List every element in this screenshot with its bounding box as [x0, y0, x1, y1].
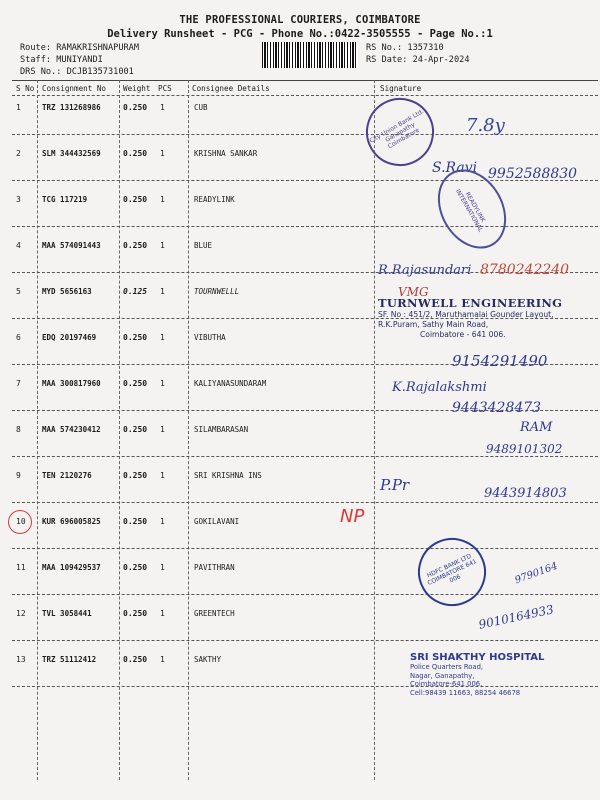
cell-consignment: MYD 5656163 — [42, 287, 92, 296]
turnwell-addr2: R.K.Puram, Sathy Main Road, — [378, 320, 489, 329]
cell-weight: 0.250 — [123, 333, 148, 342]
cell-consignment: MAA 300817960 — [42, 379, 101, 388]
table-top-rule — [12, 80, 598, 81]
turnwell-name: TURNWELL ENGINEERING — [378, 296, 563, 310]
cell-weight: 0.250 — [123, 655, 148, 664]
cell-consignee: KALIYANASUNDARAM — [194, 379, 267, 388]
row-divider — [12, 594, 598, 595]
signature-row6-phone: 9154291490 — [452, 352, 548, 370]
signature-row5-name: R.Rajasundari — [378, 263, 472, 278]
cell-consignee: GOKILAVANI — [194, 517, 240, 526]
cell-pcs: 1 — [160, 241, 165, 250]
row-divider — [12, 640, 598, 641]
col-consignment: Consignment No — [42, 84, 107, 93]
col-sno: S No — [16, 84, 35, 93]
cell-consignment: MAA 574230412 — [42, 425, 101, 434]
route-line — [20, 43, 139, 53]
hospital-phone: Cell:98439 11663, 88254 46678 — [410, 688, 521, 697]
signature-row12-phone: 9010164933 — [477, 602, 555, 632]
company-title: THE PROFESSIONAL COURIERS, COIMBATORE — [179, 14, 421, 26]
barcode — [262, 42, 358, 68]
cell-pcs: 1 — [160, 379, 165, 388]
cell-consignee: KRISHNA SANKAR — [194, 149, 258, 158]
cell-consignment: EDQ 20197469 — [42, 333, 97, 342]
cell-consignee: GREENTECH — [194, 609, 235, 618]
row10-red-circle — [8, 510, 32, 534]
cell-consignee: VIBUTHA — [194, 333, 226, 342]
drs-value: DCJB135731001 — [66, 67, 134, 77]
row-divider — [12, 134, 598, 135]
cell-pcs: 1 — [160, 563, 165, 572]
cell-sno: 3 — [16, 195, 21, 204]
signature-row7-phone: 9443428473 — [452, 400, 542, 416]
cell-weight: 0.250 — [123, 149, 148, 158]
col-pcs: PCS — [158, 84, 172, 93]
cell-sno: 1 — [16, 103, 21, 112]
hospital-stamp — [410, 652, 590, 697]
rs-date-line — [366, 55, 470, 65]
row-divider — [12, 548, 598, 549]
hdfc-bank-stamp — [407, 527, 497, 617]
cell-pcs: 1 — [160, 655, 165, 664]
row-divider — [12, 456, 598, 457]
cell-sno: 6 — [16, 333, 21, 342]
cell-consignment: TRZ 51112412 — [42, 655, 97, 664]
rs-no-label: RS No.: — [366, 43, 403, 53]
cell-weight: 0.250 — [123, 517, 148, 526]
hospital-addr3: Coimbatore-641 006. — [410, 680, 483, 688]
staff-line — [20, 55, 103, 65]
cell-consignee: SAKTHY — [194, 655, 222, 664]
cell-pcs: 1 — [160, 609, 165, 618]
cell-consignee: SILAMBARASAN — [194, 425, 249, 434]
signature-row7-name: K.Rajalakshmi — [392, 380, 487, 395]
cell-weight: 0.250 — [123, 195, 148, 204]
cell-sno: 7 — [16, 379, 21, 388]
cell-sno: 8 — [16, 425, 21, 434]
cell-consignee: BLUE — [194, 241, 213, 250]
cell-consignee: PAVITHRAN — [194, 563, 235, 572]
cell-consignee: READYLINK — [194, 195, 235, 204]
cell-pcs: 1 — [160, 287, 165, 296]
cell-pcs: 1 — [160, 149, 165, 158]
col-divider — [188, 80, 189, 780]
signature-row2-name: S.Ravi — [432, 160, 478, 176]
cell-consignment: TCG 117219 — [42, 195, 88, 204]
drs-label: DRS No.: — [20, 67, 62, 77]
cell-weight: 0.250 — [123, 609, 148, 618]
cell-weight: 0.250 — [123, 379, 148, 388]
cell-sno: 13 — [16, 655, 26, 664]
cell-consignment: TEN 2120276 — [42, 471, 92, 480]
turnwell-stamp — [378, 296, 578, 340]
cell-consignment: KUR 696005825 — [42, 517, 101, 526]
cell-weight: 0.250 — [123, 471, 148, 480]
runsheet-subtitle: Delivery Runsheet - PCG - Phone No.:0422-3505555 - Page No.:1 — [107, 28, 493, 40]
cell-weight: 0.250 — [123, 425, 148, 434]
col-divider — [119, 80, 120, 780]
cell-pcs: 1 — [160, 333, 165, 342]
route-value: RAMAKRISHNAPURAM — [56, 43, 140, 53]
cub-stamp-text: City Union Bank Ltd. Ganapathy Coimbatore — [368, 107, 425, 150]
cell-pcs: 1 — [160, 425, 165, 434]
signature-row9-name: P.Pr — [380, 476, 410, 494]
cell-consignee: TOURNWELLL — [194, 287, 240, 296]
col-consignee: Consignee Details — [192, 84, 270, 93]
cell-pcs: 1 — [160, 195, 165, 204]
cell-sno: 4 — [16, 241, 21, 250]
signature-row11-phone: 9790164 — [513, 560, 560, 587]
cell-weight: 0.250 — [123, 241, 148, 250]
signature-row9-phone: 9443914803 — [484, 486, 567, 501]
cell-weight: 0.250 — [123, 103, 148, 112]
cell-consignment: MAA 574091443 — [42, 241, 101, 250]
row-divider — [12, 226, 598, 227]
route-label: Route: — [20, 43, 52, 53]
cell-sno: 9 — [16, 471, 21, 480]
cell-weight: 0.125 — [123, 287, 148, 296]
hospital-addr1: Police Quarters Road, — [410, 663, 484, 671]
hdfc-stamp-text: HDFC BANK LTD COIMBATORE 641 006 — [425, 552, 478, 587]
staff-value: MUNIYANDI — [56, 55, 103, 65]
cell-consignment: MAA 109429537 — [42, 563, 101, 572]
turnwell-addr3: Coimbatore - 641 006. — [420, 330, 506, 339]
turnwell-addr1: SF. No : 451/2, Maruthamalai Gounder Layout, — [378, 310, 554, 319]
drs-line — [20, 67, 134, 77]
cell-sno: 5 — [16, 287, 21, 296]
cell-weight: 0.250 — [123, 563, 148, 572]
cell-pcs: 1 — [160, 471, 165, 480]
col-divider — [37, 80, 38, 780]
col-divider — [374, 80, 375, 780]
cell-sno: 12 — [16, 609, 26, 618]
rs-date-value: 24-Apr-2024 — [412, 55, 470, 65]
signature-row5-phone: 8780242240 — [480, 262, 570, 278]
hospital-name: SRI SHAKTHY HOSPITAL — [410, 652, 545, 663]
readylink-stamp-text: READYLINK INTERNATIONAL — [453, 188, 487, 234]
cell-pcs: 1 — [160, 103, 165, 112]
cell-consignment: TVL 3058441 — [42, 609, 92, 618]
cell-consignment: SLM 344432569 — [42, 149, 101, 158]
col-signature: Signature — [380, 84, 422, 93]
cell-consignee: CUB — [194, 103, 208, 112]
rs-no-line — [366, 43, 444, 53]
cell-consignment: TRZ 131268986 — [42, 103, 101, 112]
cell-sno: 11 — [16, 563, 26, 572]
row-divider — [12, 502, 598, 503]
header-bottom-rule — [12, 95, 598, 96]
signature-row2-phone: 9952588830 — [488, 166, 578, 182]
hospital-addr2: Nagar, Ganapathy, — [410, 671, 475, 680]
signature-row8-name: RAM — [520, 420, 553, 435]
signature-row6-initials: VMG — [398, 285, 429, 299]
cell-pcs: 1 — [160, 517, 165, 526]
cell-consignee: SRI KRISHNA INS — [194, 471, 262, 480]
signature-row8-phone: 9489101302 — [486, 442, 563, 456]
cell-sno: 10 — [16, 517, 26, 526]
rs-date-label: RS Date: — [366, 55, 408, 65]
cell-sno: 2 — [16, 149, 21, 158]
rs-no-value: 1357310 — [407, 43, 444, 53]
signature-row1: 7.8y — [466, 115, 505, 136]
col-weight: Weight — [123, 84, 151, 93]
staff-label: Staff: — [20, 55, 52, 65]
row10-not-present-mark: NP — [340, 506, 365, 527]
